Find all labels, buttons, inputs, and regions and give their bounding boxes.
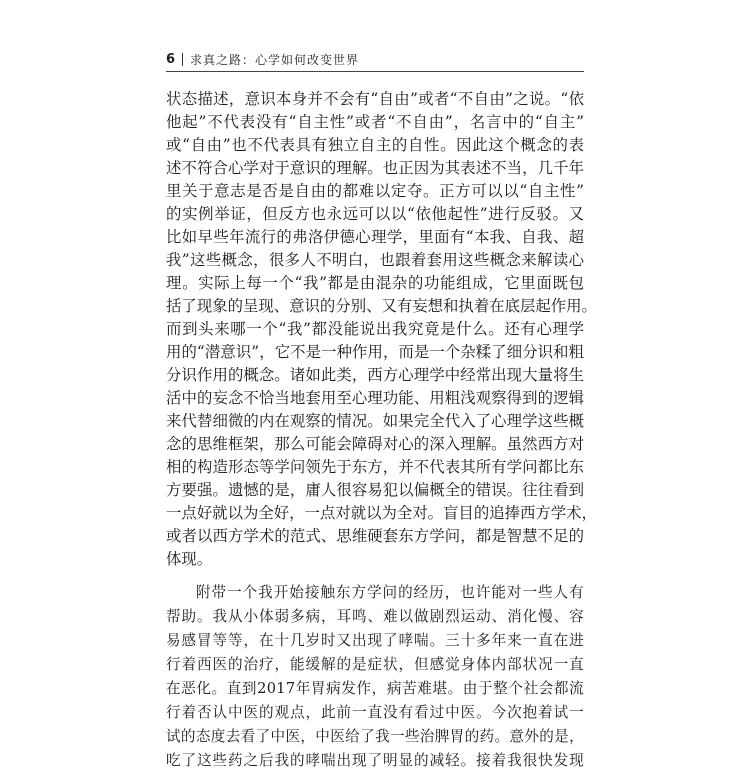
body-text	[166, 88, 597, 773]
text-line: 附带一个我开始接触东方学问的经历，也许能对一些人有	[196, 584, 584, 601]
text-line: 比如早些年流行的弗洛伊德心理学，里面有“本我、自我、超	[166, 228, 584, 246]
text-line: 帮助。我从小体弱多病，耳鸣、难以做剧烈运动、消化慢、容	[166, 608, 584, 625]
text-line: 括了现象的呈现、意识的分别、又有妄想和执着在底层起作用。	[166, 297, 597, 315]
text-line: 易感冒等等，在十几岁时又出现了哮喘。三十多年来一直在进	[166, 632, 584, 649]
text-line: 方要强。遗憾的是，庸人很容易犯以偏概全的错误。往往看到	[166, 481, 584, 499]
text-line: 在恶化。直到2017年胃病发作，病苦难堪。由于整个社会都流	[166, 680, 584, 697]
text-line: 试的态度去看了中医，中医给了我一些治脾胃的药。意外的是，	[166, 728, 584, 745]
text-line: 行着西医的治疗，能缓解的是症状，但感觉身体内部状况一直	[166, 656, 584, 673]
paragraph-2	[166, 581, 584, 773]
text-line: 而到头来哪一个“我”都没能说出我究竟是什么。还有心理学	[166, 320, 584, 338]
text-line: 或者以西方学术的范式、思维硬套东方学问，都是智慧不足的	[166, 527, 584, 545]
paragraph-gap	[166, 571, 584, 581]
text-line: 吃了这些药之后我的哮喘出现了明显的减轻。接着我很快发现	[166, 752, 584, 769]
header-separator	[182, 53, 183, 66]
text-line: 我”这些概念，很多人不明白，也跟着套用这些概念来解读心	[166, 251, 584, 269]
text-line: 体现。	[166, 550, 213, 568]
text-line: 用的“潜意识”，它不是一种作用，而是一个杂糅了细分识和粗	[166, 343, 584, 361]
text-line: 分识作用的概念。诸如此类，西方心理学中经常出现大量将生	[166, 366, 584, 384]
text-line: 的实例举证，但反方也永远可以以“依他起性”进行反驳。又	[166, 205, 584, 223]
text-line: 他起”不代表没有“自主性”或者“不自由”，名言中的“自主”	[166, 113, 584, 131]
page-number: 6	[166, 51, 176, 67]
running-title: 求真之路：心学如何改变世界	[190, 52, 360, 67]
text-line: 理。实际上每一个“我”都是由混杂的功能组成，它里面既包	[166, 274, 584, 292]
text-line: 里关于意志是否是自由的都难以定夺。正方可以以“自主性”	[166, 182, 584, 200]
text-line: 或“自由”也不代表具有独立自主的自性。因此这个概念的表	[166, 136, 584, 154]
text-line: 相的构造形态等学问领先于东方，并不代表其所有学问都比东	[166, 458, 584, 476]
text-line: 一点好就以为全好，一点对就以为全对。盲目的追捧西方学术，	[166, 504, 597, 522]
text-line: 活中的妄念不恰当地套用至心理功能、用粗浅观察得到的逻辑	[166, 389, 584, 407]
paragraph-1	[166, 88, 597, 571]
running-header	[166, 48, 359, 70]
text-line: 状态描述，意识本身并不会有“自由”或者“不自由”之说。“依	[166, 90, 584, 108]
header-rule	[166, 71, 584, 72]
text-line: 来代替细微的内在观察的情况。如果完全代入了心理学这些概	[166, 412, 584, 430]
text-line: 行着否认中医的观点，此前一直没有看过中医。今次抱着试一	[166, 704, 584, 721]
text-line: 述不符合心学对于意识的理解。也正因为其表述不当，几千年	[166, 159, 584, 177]
text-line: 念的思维框架，那么可能会障碍对心的深入理解。虽然西方对	[166, 435, 584, 453]
